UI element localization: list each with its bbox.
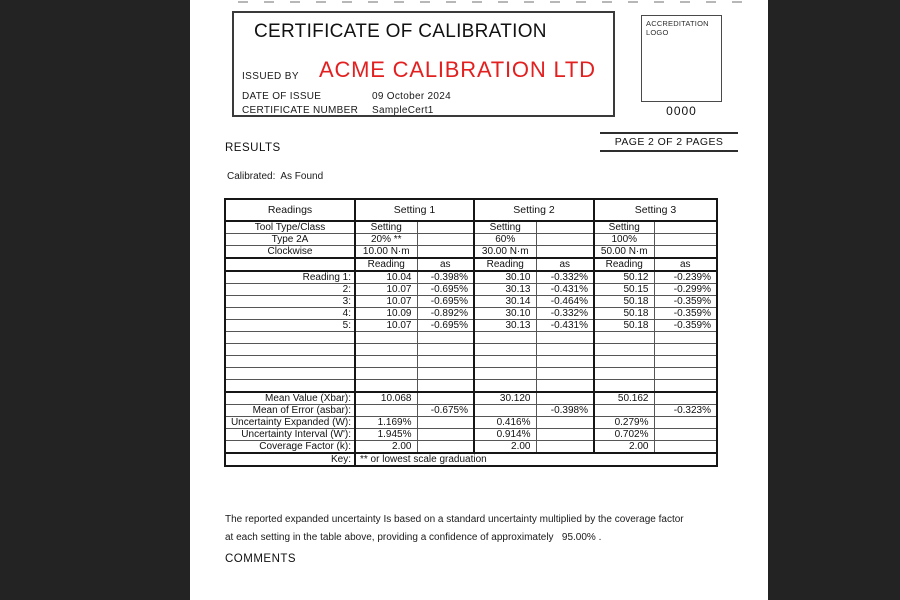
reading-value-cell: -0.359%	[654, 308, 717, 320]
reading-value-cell: 10.07	[355, 320, 417, 332]
column-header-cell: Reading	[474, 258, 536, 271]
blank-cell	[355, 356, 417, 368]
column-header-cell: as	[536, 258, 594, 271]
uncertainty-note	[225, 511, 745, 547]
summary-value-cell: 0.702%	[594, 428, 654, 440]
blank-cell	[654, 380, 717, 392]
key-value-cell: ** or lowest scale graduation	[355, 453, 717, 466]
blank-cell	[536, 368, 594, 380]
setting-cell: Setting	[594, 221, 654, 234]
setting-cell: Setting	[355, 221, 417, 234]
blank-cell	[654, 368, 717, 380]
certificate-page	[190, 0, 768, 600]
row-label-cell: Mean Value (Xbar):	[225, 392, 355, 405]
reading-value-cell: 30.10	[474, 271, 536, 284]
reading-value-cell: -0.464%	[536, 296, 594, 308]
summary-value-cell	[417, 440, 474, 453]
reading-value-cell: 30.13	[474, 284, 536, 296]
column-header-cell: as	[654, 258, 717, 271]
reading-value-cell: -0.239%	[654, 271, 717, 284]
blank-cell	[225, 368, 355, 380]
row-label-cell: Uncertainty Expanded (W):	[225, 416, 355, 428]
setting-cell: 20% **	[355, 234, 417, 246]
reading-value-cell: 10.04	[355, 271, 417, 284]
reading-value-cell: -0.695%	[417, 284, 474, 296]
reading-value-cell: 30.14	[474, 296, 536, 308]
setting-cell: Setting	[474, 221, 536, 234]
blank-cell	[225, 344, 355, 356]
reading-value-cell: 10.07	[355, 296, 417, 308]
setting-cell	[536, 246, 594, 259]
date-of-issue-label: DATE OF ISSUE	[242, 91, 322, 102]
uncertainty-note-line1: The reported expanded uncertainty Is based on a standard uncertainty multiplied by the coverage factor	[225, 514, 684, 525]
date-of-issue-row	[242, 91, 451, 102]
setting-cell: 50.00 N·m	[594, 246, 654, 259]
key-label-cell: Key:	[225, 453, 355, 466]
summary-value-cell	[536, 416, 594, 428]
setting-cell	[654, 221, 717, 234]
summary-value-cell	[474, 404, 536, 416]
summary-value-cell	[654, 428, 717, 440]
summary-value-cell: 30.120	[474, 392, 536, 405]
accreditation-number: 0000	[666, 104, 697, 118]
setting-cell: 60%	[474, 234, 536, 246]
blank-cell	[654, 356, 717, 368]
reading-value-cell: 50.18	[594, 320, 654, 332]
summary-value-cell	[417, 416, 474, 428]
column-header-cell: as	[417, 258, 474, 271]
reading-value-cell: 30.10	[474, 308, 536, 320]
column-header-cell: Reading	[355, 258, 417, 271]
reading-value-cell: -0.332%	[536, 308, 594, 320]
issued-by-value: ACME CALIBRATION LTD	[319, 57, 596, 82]
certificate-header-box	[232, 11, 615, 117]
blank-cell	[536, 332, 594, 344]
row-label-cell: 2:	[225, 284, 355, 296]
certificate-number-value: SampleCert1	[372, 105, 434, 116]
summary-value-cell	[417, 428, 474, 440]
readings-header-cell: Readings	[225, 199, 355, 221]
row-label-cell	[225, 258, 355, 271]
blank-cell	[474, 368, 536, 380]
blank-cell	[225, 332, 355, 344]
results-table-wrapper	[224, 198, 718, 467]
accreditation-logo-box	[641, 15, 722, 102]
summary-value-cell: 0.279%	[594, 416, 654, 428]
calibrated-value: As Found	[280, 171, 324, 182]
blank-cell	[417, 368, 474, 380]
summary-value-cell	[417, 392, 474, 405]
reading-value-cell: -0.892%	[417, 308, 474, 320]
blank-cell	[417, 344, 474, 356]
summary-value-cell: -0.398%	[536, 404, 594, 416]
summary-value-cell	[654, 416, 717, 428]
blank-cell	[355, 332, 417, 344]
blank-cell	[417, 332, 474, 344]
blank-cell	[225, 356, 355, 368]
reading-value-cell: -0.695%	[417, 320, 474, 332]
blank-cell	[355, 344, 417, 356]
summary-value-cell: 1.169%	[355, 416, 417, 428]
comments-heading: COMMENTS	[225, 553, 297, 565]
reading-value-cell: -0.299%	[654, 284, 717, 296]
summary-value-cell: 2.00	[474, 440, 536, 453]
blank-cell	[417, 356, 474, 368]
reading-value-cell: 50.15	[594, 284, 654, 296]
blank-cell	[594, 368, 654, 380]
page-break-dashes	[238, 1, 753, 3]
summary-value-cell: 50.162	[594, 392, 654, 405]
row-label-cell: Type 2A	[225, 234, 355, 246]
setting-cell	[654, 246, 717, 259]
reading-value-cell: -0.359%	[654, 296, 717, 308]
blank-cell	[417, 380, 474, 392]
blank-cell	[536, 380, 594, 392]
row-label-cell: Tool Type/Class	[225, 221, 355, 234]
reading-value-cell: -0.359%	[654, 320, 717, 332]
summary-value-cell: 0.416%	[474, 416, 536, 428]
summary-value-cell	[536, 428, 594, 440]
summary-value-cell: -0.323%	[654, 404, 717, 416]
summary-value-cell: 10.068	[355, 392, 417, 405]
blank-cell	[594, 380, 654, 392]
blank-cell	[355, 368, 417, 380]
blank-cell	[594, 332, 654, 344]
setting-cell	[654, 234, 717, 246]
setting-group-header-cell: Setting 2	[474, 199, 594, 221]
blank-cell	[536, 356, 594, 368]
date-of-issue-value: 09 October 2024	[372, 91, 451, 102]
reading-value-cell: -0.332%	[536, 271, 594, 284]
summary-value-cell: -0.675%	[417, 404, 474, 416]
reading-value-cell: 50.18	[594, 296, 654, 308]
setting-cell	[417, 246, 474, 259]
setting-cell	[417, 234, 474, 246]
summary-value-cell	[654, 392, 717, 405]
results-heading: RESULTS	[225, 142, 281, 154]
reading-value-cell: -0.431%	[536, 284, 594, 296]
column-header-cell: Reading	[594, 258, 654, 271]
certificate-title: CERTIFICATE OF CALIBRATION	[254, 21, 547, 42]
reading-value-cell: 30.13	[474, 320, 536, 332]
setting-group-header-cell: Setting 3	[594, 199, 717, 221]
setting-cell: 30.00 N·m	[474, 246, 536, 259]
setting-cell: 100%	[594, 234, 654, 246]
row-label-cell: Clockwise	[225, 246, 355, 259]
row-label-cell: 5:	[225, 320, 355, 332]
summary-value-cell	[654, 440, 717, 453]
reading-value-cell: -0.398%	[417, 271, 474, 284]
summary-value-cell: 0.914%	[474, 428, 536, 440]
summary-value-cell: 2.00	[594, 440, 654, 453]
reading-value-cell: 10.07	[355, 284, 417, 296]
setting-cell	[536, 234, 594, 246]
calibrated-label: Calibrated:	[227, 171, 276, 182]
reading-value-cell: 50.18	[594, 308, 654, 320]
blank-cell	[654, 344, 717, 356]
summary-value-cell: 2.00	[355, 440, 417, 453]
certificate-number-row	[242, 105, 434, 116]
row-label-cell: Coverage Factor (k):	[225, 440, 355, 453]
reading-value-cell: 10.09	[355, 308, 417, 320]
accreditation-logo-label: ACCREDITATION LOGO	[646, 19, 709, 37]
blank-cell	[225, 380, 355, 392]
setting-cell	[417, 221, 474, 234]
summary-value-cell	[355, 404, 417, 416]
blank-cell	[594, 344, 654, 356]
summary-value-cell	[536, 440, 594, 453]
summary-value-cell	[536, 392, 594, 405]
row-label-cell: 3:	[225, 296, 355, 308]
reading-value-cell: -0.695%	[417, 296, 474, 308]
setting-cell	[536, 221, 594, 234]
results-table	[224, 198, 718, 467]
row-label-cell: Reading 1:	[225, 271, 355, 284]
blank-cell	[536, 344, 594, 356]
setting-group-header-cell: Setting 1	[355, 199, 474, 221]
blank-cell	[474, 344, 536, 356]
summary-value-cell	[594, 404, 654, 416]
row-label-cell: Uncertainty Interval (W'):	[225, 428, 355, 440]
uncertainty-note-line2: at each setting in the table above, providing a confidence of approximately 95.00% .	[225, 532, 602, 543]
blank-cell	[474, 332, 536, 344]
issued-by-label: ISSUED BY	[242, 71, 299, 82]
blank-cell	[355, 380, 417, 392]
row-label-cell: 4:	[225, 308, 355, 320]
blank-cell	[474, 356, 536, 368]
blank-cell	[474, 380, 536, 392]
calibrated-line	[227, 171, 323, 182]
row-label-cell: Mean of Error (asbar):	[225, 404, 355, 416]
page-indicator: PAGE 2 OF 2 PAGES	[600, 132, 738, 152]
certificate-number-label: CERTIFICATE NUMBER	[242, 105, 359, 116]
blank-cell	[594, 356, 654, 368]
reading-value-cell: -0.431%	[536, 320, 594, 332]
summary-value-cell: 1.945%	[355, 428, 417, 440]
blank-cell	[654, 332, 717, 344]
setting-cell: 10.00 N·m	[355, 246, 417, 259]
reading-value-cell: 50.12	[594, 271, 654, 284]
